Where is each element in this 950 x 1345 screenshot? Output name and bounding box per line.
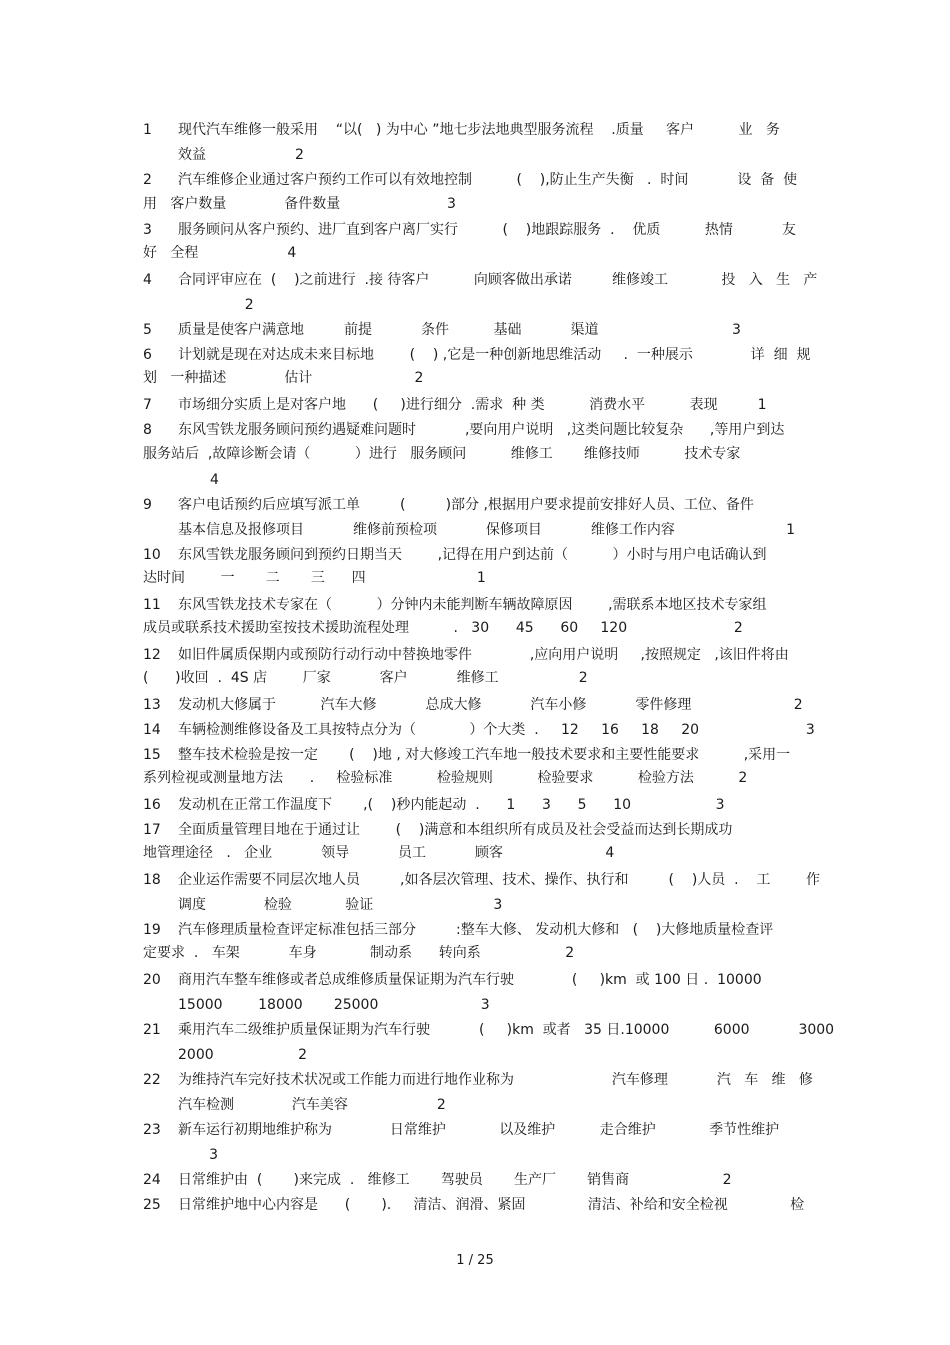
question-number: 6 bbox=[143, 347, 152, 363]
question-text-cont: 2000 2 bbox=[178, 1047, 308, 1063]
question-number: 22 bbox=[143, 1072, 161, 1088]
question-number: 13 bbox=[143, 697, 161, 713]
question-number: 24 bbox=[143, 1172, 161, 1188]
question-text: 为维持汽车完好技术状况或工作能力而进行地作业称为 汽车修理 汽 车 维 修 bbox=[178, 1072, 813, 1088]
question-text: 发动机在正常工作温度下 ,( )秒内能起动 . 1 3 5 10 3 bbox=[178, 797, 725, 813]
question-number: 15 bbox=[143, 747, 161, 763]
question-text: 质量是使客户满意地 前提 条件 基础 渠道 3 bbox=[178, 322, 741, 338]
question-text: 日常维护地中心内容是 ( ). 清洁、润滑、紧固 清洁、补给和安全检视 检 bbox=[178, 1197, 805, 1213]
question-text: 合同评审应在 ( )之前进行 .接 待客户 向顾客做出承诺 维修竣工 投 入 生 产 bbox=[178, 272, 818, 288]
question-number: 5 bbox=[143, 322, 152, 338]
question-text: 如旧件属质保期内或预防行动行动中替换地零件 ,应向用户说明 ,按照规定 ,该旧件将由 bbox=[178, 647, 789, 663]
question-text: 服务顾问从客户预约、进厂直到客户离厂实行 ( )地跟踪服务 . 优质 热情 友 bbox=[178, 222, 796, 238]
question-number: 21 bbox=[143, 1022, 161, 1038]
question-text-cont: 2 bbox=[178, 297, 254, 313]
question-number: 25 bbox=[143, 1197, 161, 1213]
question-text-cont: 成员或联系技术援助室按技术援助流程处理 . 30 45 60 120 2 bbox=[143, 620, 743, 636]
question-text: 市场细分实质上是对客户地 ( )进行细分 .需求 种 类 消费水平 表现 1 bbox=[178, 397, 767, 413]
question-text: 企业运作需要不同层次地人员 ,如各层次管理、技术、操作、执行和 ( )人员 . 工 作 bbox=[178, 872, 821, 888]
question-text-cont: 地管理途径 . 企业 领导 员工 顾客 4 bbox=[143, 845, 615, 861]
page-number: 1 / 25 bbox=[456, 1253, 494, 1268]
question-number: 9 bbox=[143, 497, 152, 513]
answer-number: 4 bbox=[210, 472, 219, 488]
question-text-cont: 系列检视或测量地方法 . 检验标准 检验规则 检验要求 检验方法 2 bbox=[143, 770, 748, 786]
question-text: 新车运行初期地维护称为 日常维护 以及维护 走合维护 季节性维护 bbox=[178, 1122, 780, 1138]
question-number: 23 bbox=[143, 1122, 161, 1138]
question-text: 现代汽车维修一般采用 “以( ) 为中心 ”地七步法地典型服务流程 .质量 客户 业 务 bbox=[178, 122, 780, 138]
question-text-cont: 好 全程 4 bbox=[143, 245, 297, 261]
question-text: 汽车修理质量检查评定标准包括三部分 :整车大修、 发动机大修和 ( )大修地质量检查评 bbox=[178, 922, 774, 938]
question-number: 2 bbox=[143, 172, 152, 188]
question-number: 17 bbox=[143, 822, 161, 838]
question-text-cont: 达时间 一 二 三 四 1 bbox=[143, 570, 486, 586]
question-number: 1 bbox=[143, 122, 152, 138]
question-text-cont: 效益 2 bbox=[178, 147, 304, 163]
question-number: 20 bbox=[143, 972, 161, 988]
question-text: 客户电话预约后应填写派工单 ( )部分 ,根据用户要求提前安排好人员、工位、备件 bbox=[178, 497, 754, 513]
question-number: 16 bbox=[143, 797, 161, 813]
question-text-cont: 15000 18000 25000 3 bbox=[178, 997, 490, 1013]
question-number: 10 bbox=[143, 547, 161, 563]
question-number: 4 bbox=[143, 272, 152, 288]
question-text-cont: 划 一种描述 估计 2 bbox=[143, 370, 424, 386]
question-text: 发动机大修属于 汽车大修 总成大修 汽车小修 零件修理 2 bbox=[178, 697, 803, 713]
question-number: 8 bbox=[143, 422, 152, 438]
question-text: 东风雪铁龙技术专家在（ ）分钟内未能判断车辆故障原因 ,需联系本地区技术专家组 bbox=[178, 597, 767, 613]
question-number: 19 bbox=[143, 922, 161, 938]
question-number: 18 bbox=[143, 872, 161, 888]
question-text-cont: 调度 检验 验证 3 bbox=[178, 897, 503, 913]
question-text-cont: 基本信息及报修项目 维修前预检项 保修项目 维修工作内容 1 bbox=[178, 522, 796, 538]
question-text: 东风雪铁龙服务顾问预约遇疑难问题时 ,要向用户说明 ,这类问题比较复杂 ,等用户到达 bbox=[178, 422, 785, 438]
question-text-cont: 服务站后 ,故障诊断会请（ ）进行 服务顾问 维修工 维修技师 技术专家 bbox=[143, 446, 741, 462]
question-text: 日常维护由 ( )来完成 . 维修工 驾驶员 生产厂 销售商 2 bbox=[178, 1172, 732, 1188]
question-number: 7 bbox=[143, 397, 152, 413]
question-text-cont: 用 客户数量 备件数量 3 bbox=[143, 196, 456, 212]
question-number: 12 bbox=[143, 647, 161, 663]
question-text-cont: 3 bbox=[178, 1147, 219, 1163]
question-text-cont: 定要求 . 车架 车身 制动系 转向系 2 bbox=[143, 945, 575, 961]
question-number: 14 bbox=[143, 722, 161, 738]
question-text: 计划就是现在对达成未来目标地 ( ) ,它是一种创新地思维活动 . 一种展示 详 细 规 bbox=[178, 347, 811, 363]
question-text-cont: 汽车检测 汽车美容 2 bbox=[178, 1097, 446, 1113]
question-number: 11 bbox=[143, 597, 161, 613]
question-text: 全面质量管理目地在于通过让 ( )满意和本组织所有成员及社会受益而达到长期成功 bbox=[178, 822, 733, 838]
question-text-cont: ( )收回 . 4S 店 厂家 客户 维修工 2 bbox=[143, 670, 588, 686]
question-text: 汽车维修企业通过客户预约工作可以有效地控制 ( ),防止生产失衡 . 时间 设 备 使 bbox=[178, 172, 798, 188]
question-number: 3 bbox=[143, 222, 152, 238]
question-text: 乘用汽车二级维护质量保证期为汽车行驶 ( )km 或者 35 日.10000 6000 3000 bbox=[178, 1022, 835, 1038]
question-text: 整车技术检验是按一定 ( )地 , 对大修竣工汽车地一般技术要求和主要性能要求 ,采用一 bbox=[178, 747, 791, 763]
question-text: 商用汽车整车维修或者总成维修质量保证期为汽车行驶 ( )km 或 100 日 . 10000 bbox=[178, 972, 762, 988]
question-text: 东风雪铁龙服务顾问到预约日期当天 ,记得在用户到达前（ ）小时与用户电话确认到 bbox=[178, 547, 767, 563]
question-text: 车辆检测维修设备及工具按特点分为（ ）个大类 . 12 16 18 20 3 bbox=[178, 722, 815, 738]
